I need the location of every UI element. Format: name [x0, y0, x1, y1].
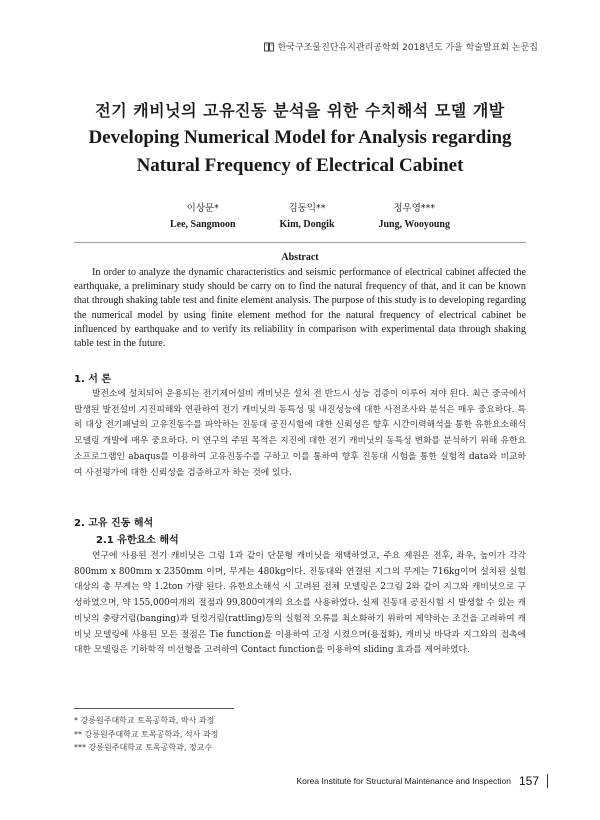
- section-1-heading: 1. 서 론: [74, 374, 112, 385]
- section-2-1-heading: 2.1 유한요소 해석: [96, 535, 179, 546]
- footnote: ** 강릉원주대학교 토목공학과, 석사 과정: [74, 729, 219, 739]
- page-number: 157: [518, 774, 539, 788]
- page-footer: [296, 774, 548, 788]
- footnotes: [74, 714, 374, 755]
- author: [280, 201, 335, 233]
- title-en-line-2: Natural Frequency of Electrical Cabinet: [136, 155, 464, 176]
- footer-publisher: Korea Institute for Structural Maintenance and Inspection: [296, 776, 511, 786]
- footnote: * 강릉원주대학교 토목공학과, 박사 과정: [74, 716, 215, 725]
- section-1-body: 발전소에 설치되어 운용되는 전기제어설비 캐비닛은 설치 전 반드시 성능 검증이 이루어 져야 된다. 최근 중국에서 발생된 발전설비 지진피해와 연관하여 전기 캐비닛의 동특성 및 내진성능에 대한 사전조사와 분석은 매우 중요하다. 특히 대상 전기패널의 고유진동수를 파악하는 진동대 공진시험에 대한 신뢰성은 향후 시간이력해석을 통한 유한요소해석 모델링 개발에 매우 중요하다. 이 연구의 주된 목적은 지진에 대한 전기 캐비닛의 동특성 변화를 분석하기 위해 유한요소프로그램인 abaqus를 이용하여 고유진동수를 구하고 이를 통하여 향후 진동대 시험을 통한 실험적 data와 비교하여 사전평가에 대한 신뢰성을 검증하고자 하는 것에 있다.: [74, 389, 526, 478]
- author-name-en: Jung, Wooyoung: [378, 219, 450, 230]
- author-name-ko: 김동익**: [288, 203, 326, 214]
- footnote-divider: [74, 708, 234, 709]
- footer-divider: [547, 774, 548, 788]
- abstract-body: In order to analyze the dynamic characteristics and seismic performance of electrical cabinet affected the earthquake, a preliminary study should be carry on to find the natural frequency of that, and it can be known that through shaking table test and finite element analysis. The purpose of this study is to developing regarding the numerical model by using finite element method for the natural frequency of electrical cabinet be influenced by earthquake and to verify its reliability in comparison with experimental data through shaking table test in the future.: [74, 267, 526, 350]
- author-list: [170, 201, 450, 233]
- abstract-heading: Abstract: [281, 252, 319, 263]
- abstract-divider: [74, 242, 526, 243]
- author-name-ko: 이상문*: [186, 203, 219, 214]
- footnote: *** 강릉원주대학교 토목공학과, 정교수: [74, 743, 213, 752]
- running-header: [264, 40, 538, 53]
- author: [378, 201, 450, 233]
- section-2-heading: 2. 고유 진동 해석: [74, 518, 154, 529]
- paper-title-korean: 전기 캐비닛의 고유진동 분석을 위한 수치해석 모델 개발: [95, 101, 505, 120]
- header-text: 한국구조물진단유지관리공학회 2018년도 가을 학술발표회 논문집: [277, 43, 538, 53]
- author: [170, 201, 236, 233]
- book-icon: [264, 42, 274, 52]
- author-name-en: Kim, Dongik: [279, 219, 335, 230]
- author-name-ko: 정우영***: [393, 203, 436, 214]
- section-2-1-body: 연구에 사용된 전기 캐비닛은 그림 1과 같이 단문형 캐비닛을 채택하였고, 주요 제원은 전후, 좌우, 높이가 각각 800mm x 800mm x 2350mm 이며, 무게는 480kg이다. 진동대와 연결된 지그의 무게는 716kg이며 설치된 실험대상의 총 무게는 약 1.2ton 가량 된다. 유한요소해석 시 고려된 전체 모델링은 2그림 2와 같이 지그와 캐비닛으로 구성하였으며, 약 155,000여개의 절점과 99,800여개의 요소를 사용하였다. 실제 진동대 공진시험 시 발생할 수 있는 캐비닛의 충량거림(banging)과 덜컹거림(rattling)등의 실험적 오류를 최소화하기 위하여 제약하는 조건을 고려하여 캐비닛 모델링에 사용된 모든 절점은 Tie function을 이용하여 고정 시켰으며(용접화), 캐비닛 바닥과 지그와의 접촉에 대한 모델링은 기하학적 비선형을 고려하여 Contact function을 이용하여 sliding 효과를 제어하였다.: [74, 551, 526, 656]
- paper-title-english: [0, 124, 600, 180]
- author-name-en: Lee, Sangmoon: [170, 219, 236, 230]
- title-en-line-1: Developing Numerical Model for Analysis regarding: [88, 127, 512, 148]
